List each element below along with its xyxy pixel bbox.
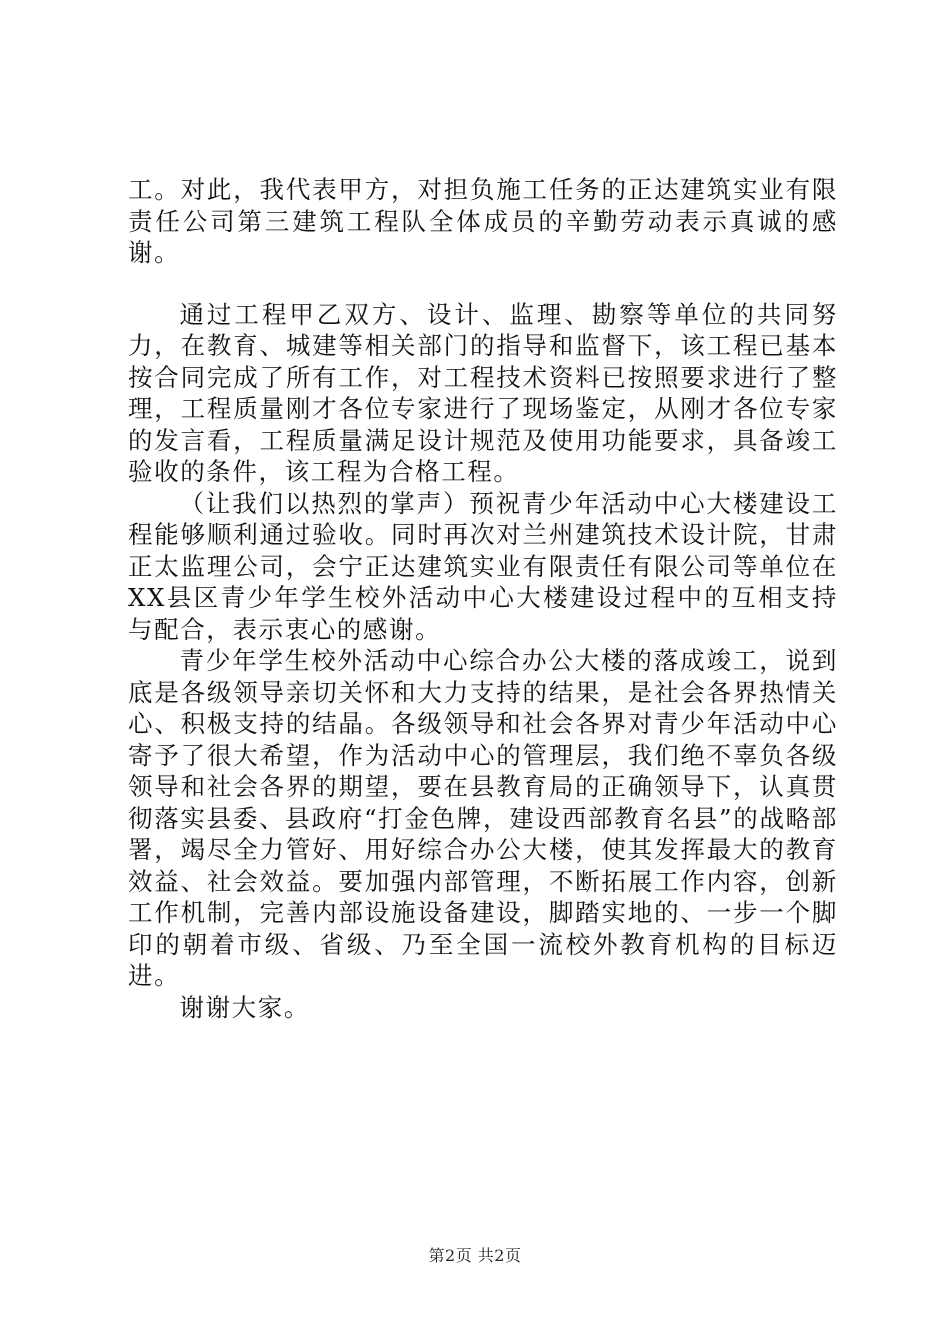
paragraph-project-completion: 通过工程甲乙双方、设计、监理、勘察等单位的共同努力，在教育、城建等相关部门的指导和监督下，该工程已基本按合同完成了所有工作，对工程技术资料已按照要求进行了整理，工程质量刚才各位专家进行了现场鉴定，从刚才各位专家的发言看，工程质量满足设计规范及使用功能要求，具备竣工验收的条件，该工程为合格工程。 bbox=[128, 299, 838, 486]
page-number-footer: 第2页 共2页 bbox=[428, 1246, 522, 1265]
paragraph-spacer bbox=[128, 269, 838, 299]
paragraph-closing: 谢谢大家。 bbox=[179, 992, 310, 1022]
paragraph-acceptance-thanks: （让我们以热烈的掌声）预祝青少年活动中心大楼建设工程能够顺利通过验收。同时再次对兰州建筑技术设计院，甘肃正太监理公司，会宁正达建筑实业有限责任有限公司等单位在XX县区青少年学生校外活动中心大楼建设过程中的互相支持与配合，表示衷心的感谢。 bbox=[128, 488, 838, 644]
paragraph-future-goals: 青少年学生校外活动中心综合办公大楼的落成竣工，说到底是各级领导亲切关怀和大力支持的结果，是社会各界热情关心、积极支持的结晶。各级领导和社会各界对青少年活动中心寄予了很大希望，作为活动中心的管理层，我们绝不辜负各级领导和社会各界的期望，要在县教育局的正确领导下，认真贯彻落实县委、县政府“打金色牌，建设西部教育名县”的战略部署，竭尽全力管好、用好综合办公大楼，使其发挥最大的教育效益、社会效益。要加强内部管理，不断拓展工作内容，创新工作机制，完善内部设施设备建设，脚踏实地的、一步一个脚印的朝着市级、省级、乃至全国一流校外教育机构的目标迈进。 bbox=[128, 646, 838, 990]
paragraph-continuation: 工。对此，我代表甲方，对担负施工任务的正达建筑实业有限责任公司第三建筑工程队全体成员的辛勤劳动表示真诚的感谢。 bbox=[128, 175, 838, 267]
document-body bbox=[128, 174, 838, 1023]
